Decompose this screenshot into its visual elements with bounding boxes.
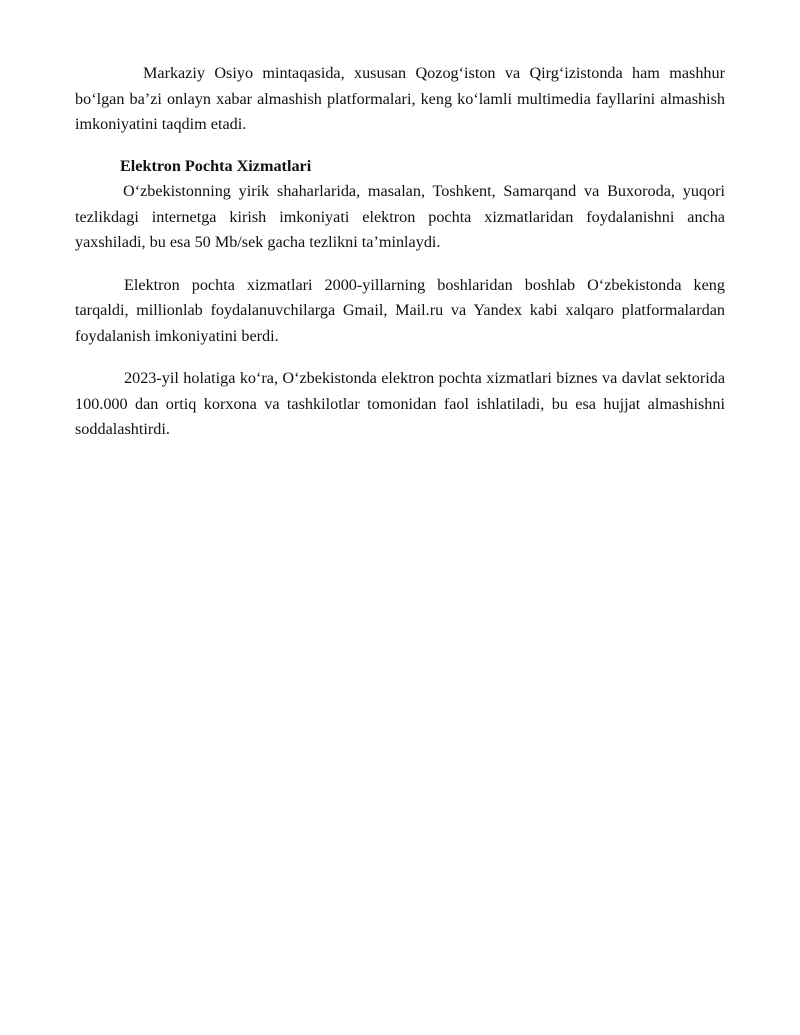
paragraph-internet-access: O‘zbekistonning yirik shaharlarida, masalan, Toshkent, Samarqand va Buxoroda, yuqori tezlikdagi internetga kirish imkoniyati elektron pochta xizmatlaridan foydalanishni ancha yaxshiladi, bu esa 50 Mb/sek gacha tezlikni ta’minlaydi.: [75, 182, 725, 251]
paragraph-email-usage-2023: 2023-yil holatiga ko‘ra, O‘zbekistonda elektron pochta xizmatlari biznes va davlat sektorida 100.000 dan ortiq korxona va tashkilotlar tomonidan faol ishlatiladi, bu esa hujjat almashishni soddalashtirdi.: [75, 369, 725, 438]
section-heading: Elektron Pochta Xizmatlari: [120, 156, 312, 175]
document-page: [75, 61, 725, 443]
paragraph-email-history: Elektron pochta xizmatlari 2000-yillarning boshlaridan boshlab O‘zbekistonda keng tarqaldi, millionlab foydalanuvchilarga Gmail, Mail.ru va Yandex kabi xalqaro platformalardan foydalanish imkoniyatini berdi.: [75, 275, 725, 345]
paragraph-messaging-platforms: Markaziy Osiyo mintaqasida, xususan Qozog‘iston va Qirg‘izistonda ham mashhur bo‘lgan ba’zi onlayn xabar almashish platformalari, keng ko‘lamli multimedia fayllarini almashish imkoniyatini taqdim etadi.: [75, 64, 725, 133]
